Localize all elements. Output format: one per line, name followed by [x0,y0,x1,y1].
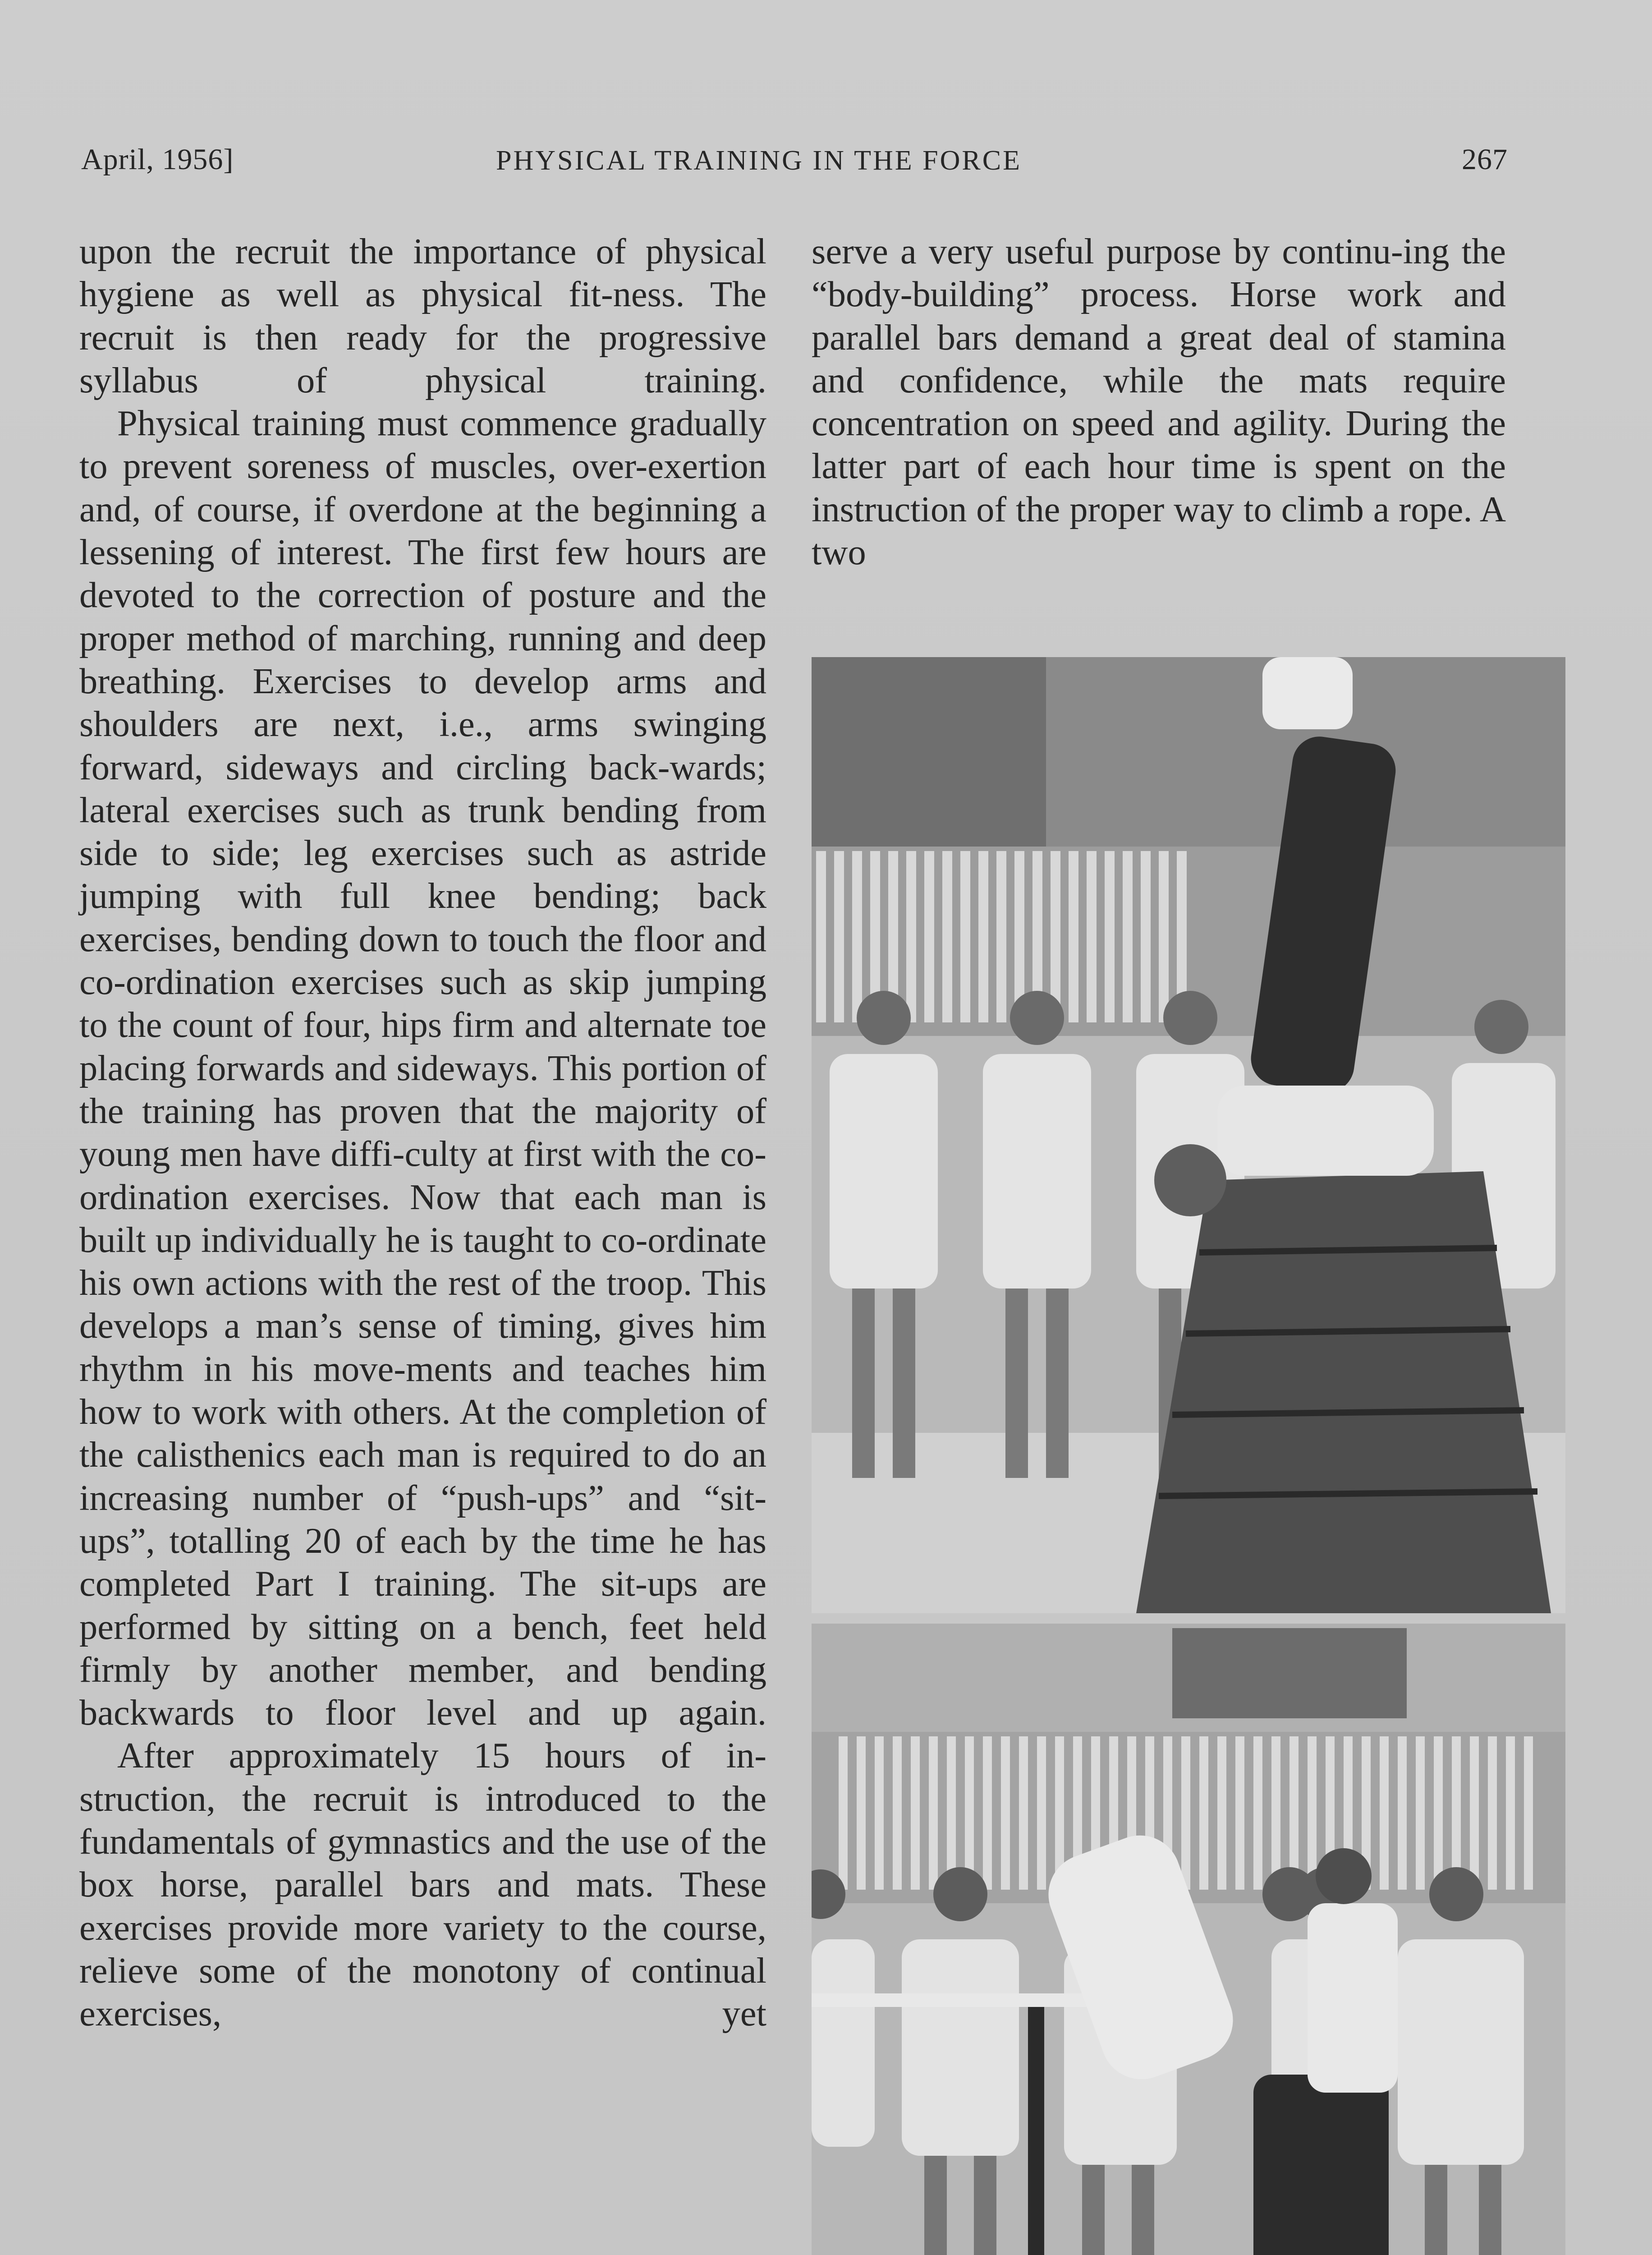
photo-horse-work-image [812,657,1565,1613]
running-title: PHYSICAL TRAINING IN THE FORCE [496,145,1022,176]
photo-parallel-bars [812,1624,1565,2255]
paragraph: After approximately 15 hours of in-struction, the recruit is introduced to the fundamentals of gymnastics and the use of the box horse, parallel bars and mats. These exercises provide more variety to the course, relieve some of the monotony of continual exercises, yet [79,1735,766,2034]
paragraph: upon the recruit the importance of physical hygiene as well as physical fit-ness. The recruit is then ready for the progressive syllabus of physical training. [79,231,766,400]
photo-parallel-bars-image [812,1624,1565,2255]
left-text-column [79,230,766,2035]
issue-date: April, 1956] [81,143,234,176]
page-number: 267 [1462,143,1508,176]
photo-horse-work [812,657,1565,1613]
right-text-column [812,230,1506,574]
running-header [0,143,1652,183]
paragraph: serve a very useful purpose by continu-ing the “body-building” process. Horse work and parallel bars demand a great deal of stamina and confidence, while the mats require concentration on speed and agility. During the latter part of each hour time is spent on the instruction of the proper way to climb a rope. A two [812,231,1506,573]
paragraph: Physical training must commence gradually to prevent soreness of muscles, over-exertion and, of course, if overdone at the beginning a lessening of interest. The first few hours are devoted to the correction of posture and the proper method of marching, running and deep breathing. Exercises to develop arms and shoulders are next, i.e., arms swinging forward, sideways and circling back-wards; lateral exercises such as trunk bending from side to side; leg exercises such as astride jumping with full knee bending; back exercises, bending down to touch the floor and co-ordination exercises such as skip jumping to the count of four, hips firm and alternate toe placing forwards and sideways. This portion of the training has proven that the majority of young men have diffi-culty at first with the co-ordination exercises. Now that each man is built up individually he is taught to co-ordinate his own actions with the rest of the troop. This develops a man’s sense of timing, gives him rhythm in his move-ments and teaches him how to work with others. At the completion of the calisthenics each man is required to do an increasing number of “push-ups” and “sit-ups”, totalling 20 of each by the time he has completed Part I training. The sit-ups are performed by sitting on a bench, feet held firmly by another member, and bending backwards to floor level and up again. [79,403,766,1733]
